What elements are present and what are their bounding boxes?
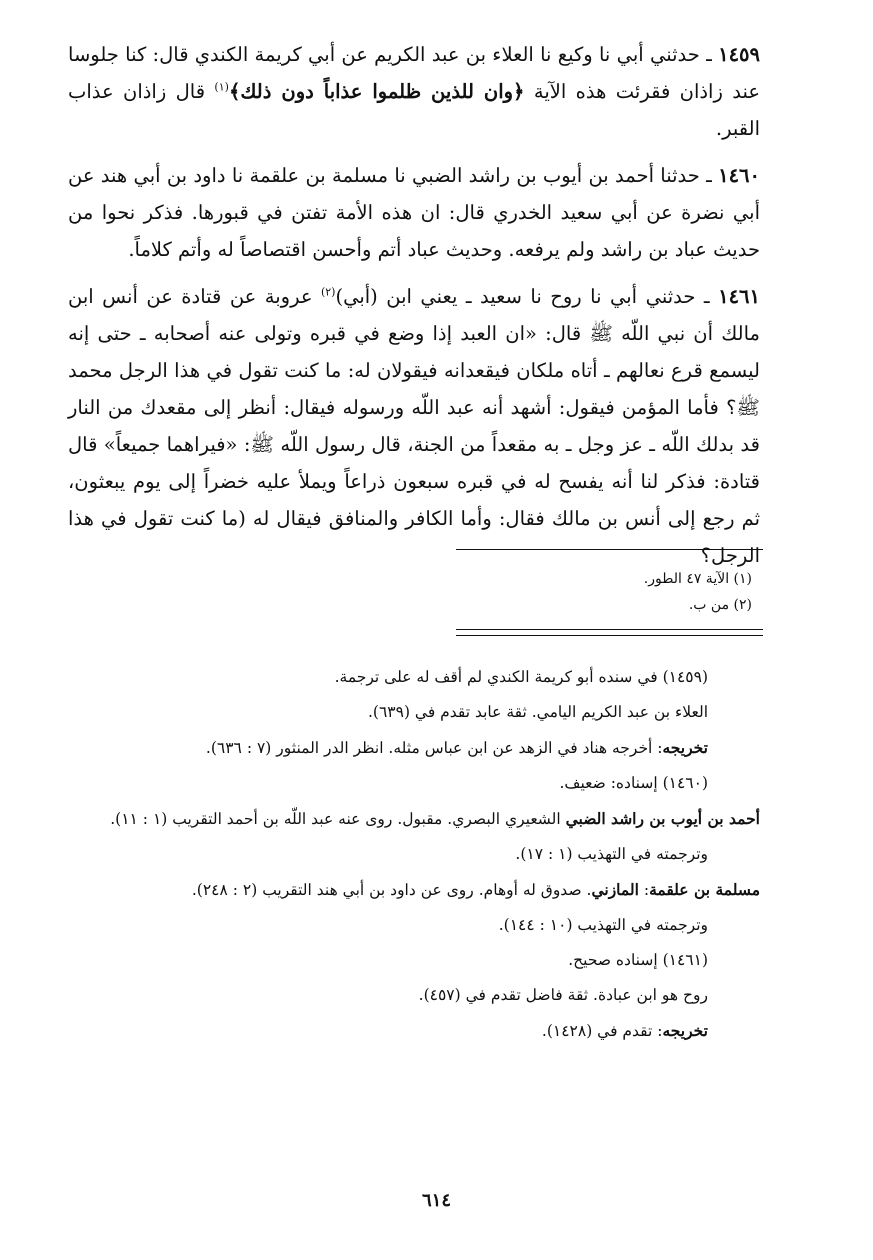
notes-divider-top bbox=[456, 629, 763, 630]
note-line: (١٤٦١) إسناده صحيح. bbox=[568, 951, 708, 969]
note-line: وترجمته في التهذيب (١ : ١٧). bbox=[515, 845, 708, 863]
narrator-nisba: المازني bbox=[591, 880, 639, 899]
note-line: العلاء بن عبد الكريم اليامي. ثقة عابد تقدم في (٦٣٩). bbox=[367, 703, 708, 721]
hadith-1461 bbox=[68, 278, 760, 574]
hadith-1460 bbox=[68, 157, 760, 268]
hadith-text: ـ حدثني أبي نا وكيع نا العلاء بن عبد الكريم عن أبي كريمة الكندي قال: كنا جلوسا عند زاذان فقرئت هذه الآية bbox=[68, 43, 760, 103]
note-separator: : bbox=[638, 881, 650, 899]
hadith-text: عروبة عن قتادة عن أنس ابن مالك أن نبي اللّه ﷺ قال: «ان العبد إذا وضع في قبره وتولى عنه أصحابه ـ حتى إنه ليسمع قرع نعالهم ـ أتاه ملكان فيقعدانه فيقولان له: ما كنت تقول في هذا الرجل محمد ﷺ؟ فأما المؤمن فيقول: أشهد أنه عبد اللّه ورسوله فيقال: أنظر إلى مقعدك من النار قد بدلك اللّه ـ عز وجل ـ به مقعداً من الجنة، قال رسول اللّه ﷺ: «فيراهما جميعاً» قال قتادة: فذكر لنا أنه يفسح له في قبره سبعون ذراعاً ويملأ عليه خضراً إلى يوم يبعثون، ثم رجع إلى أنس بن مالك فقال: وأما الكافر والمنافق فيقال له (ما كنت تقول في هذا الرجل؟ bbox=[68, 285, 761, 567]
footnote-item: (١) الآية ٤٧ الطور. bbox=[643, 571, 752, 587]
note-line: وترجمته في التهذيب (١٠ : ١٤٤). bbox=[498, 916, 708, 934]
main-text bbox=[68, 36, 760, 584]
note-text: . صدوق له أوهام. روى عن داود بن أبي هند التقريب (٢ : ٢٤٨). bbox=[191, 881, 592, 899]
hadith-number: ١٤٦٠ bbox=[718, 164, 760, 187]
note-label: تخريجه bbox=[662, 738, 708, 757]
footnote-divider bbox=[456, 549, 763, 550]
note-line: (١٤٦٠) إسناده: ضعيف. bbox=[559, 774, 708, 792]
hadith-1459 bbox=[68, 36, 760, 147]
note-text: : تقدم في (١٤٢٨). bbox=[541, 1022, 663, 1040]
footnote-item: (٢) من ب. bbox=[688, 597, 752, 613]
narrator-name: مسلمة بن علقمة bbox=[649, 880, 760, 899]
note-line bbox=[68, 1013, 760, 1049]
page-number: ٦١٤ bbox=[421, 1190, 451, 1211]
notes-divider-bottom bbox=[456, 635, 763, 636]
note-label: تخريجه bbox=[662, 1021, 708, 1040]
hadith-text: قال زاذان عذاب القبر. bbox=[68, 80, 760, 140]
footnote-ref: (٢) bbox=[320, 285, 336, 299]
hadith-number: ١٤٦١ bbox=[718, 285, 760, 308]
note-line: (١٤٥٩) في سنده أبو كريمة الكندي لم أقف له على ترجمة. bbox=[334, 668, 708, 686]
footnote-ref: (١) bbox=[214, 80, 229, 94]
note-line bbox=[68, 801, 760, 837]
note-text: الشعيري البصري. مقبول. روى عنه عبد اللّه بن أحمد التقريب (١ : ١١). bbox=[110, 810, 566, 828]
note-line: روح هو ابن عبادة. ثقة فاضل تقدم في (٤٥٧). bbox=[418, 986, 708, 1004]
hadith-text: ـ حدثني أبي نا روح نا سعيد ـ يعني ابن (أبي) bbox=[335, 285, 719, 308]
footnotes bbox=[456, 566, 752, 618]
commentary-notes bbox=[68, 660, 760, 1049]
narrator-name: أحمد بن أيوب بن راشد الضبي bbox=[565, 809, 760, 828]
hadith-text: ـ حدثنا أحمد بن أيوب بن راشد الضبي نا مسلمة بن علقمة نا داود بن أبي هند عن أبي نضرة عن أبي سعيد الخدري قال: ان هذه الأمة تفتن في قبورها. فذكر نحوا من حديث عباد بن راشد ولم يرفعه. وحديث عباد أتم وأحسن اقتصاصاً له وأتم كلاماً. bbox=[68, 164, 760, 261]
note-line bbox=[68, 872, 760, 908]
note-text: : أخرجه هناد في الزهد عن ابن عباس مثله. انظر الدر المنثور (٧ : ٦٣٦). bbox=[205, 739, 663, 757]
quran-verse: ﴿وان للذين ظلموا عذاباً دون ذلك﴾ bbox=[228, 80, 525, 103]
hadith-number: ١٤٥٩ bbox=[718, 43, 760, 66]
note-line bbox=[68, 730, 760, 766]
